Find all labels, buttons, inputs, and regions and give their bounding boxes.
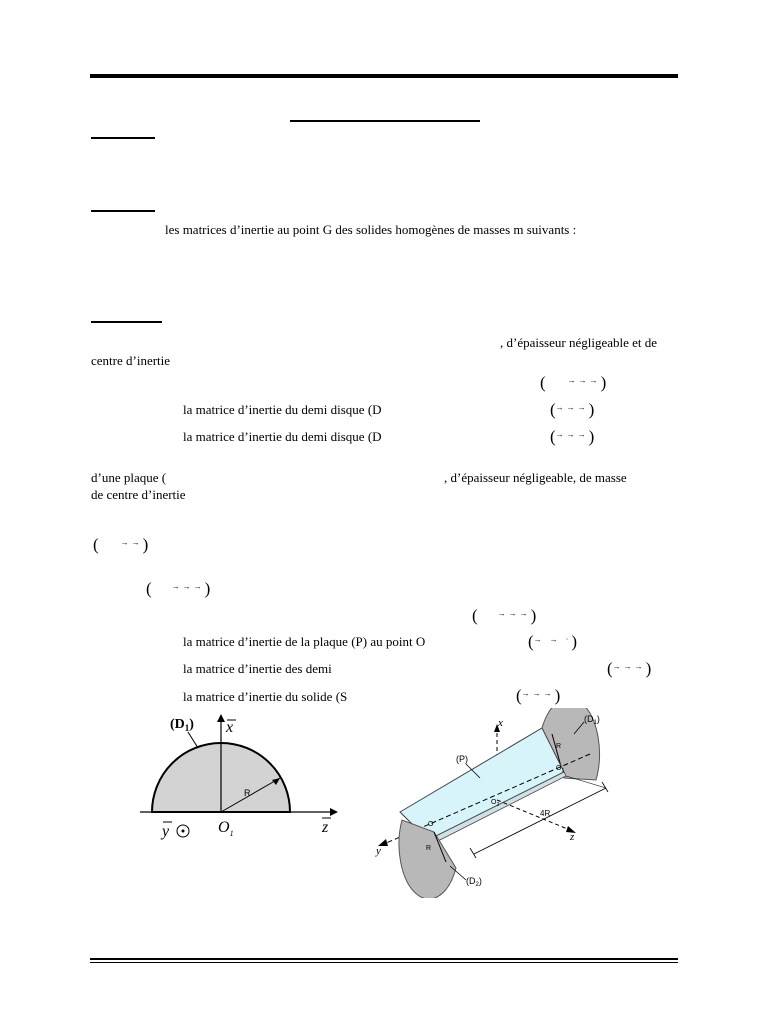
text-line-centre: centre d’inertie	[91, 353, 171, 368]
figure-half-disk	[140, 708, 360, 848]
basis-bracket-7: (→ → ·)	[528, 632, 578, 651]
figure-solid-3d	[370, 708, 630, 898]
z-axis-arrowhead	[330, 808, 338, 816]
z-axis-label: z	[570, 831, 575, 843]
text-line-solide: la matrice d’inertie du solide (S	[183, 689, 348, 704]
y-axis-label: y	[162, 823, 170, 840]
text-line-demi-disque-2: la matrice d’inertie du demi disque (D	[183, 429, 382, 444]
d1-leader	[188, 732, 198, 748]
text-line-matrices: les matrices d’inertie au point G des solides homogènes de masses m suivants :	[165, 222, 577, 237]
text-line-demi-disque-1: la matrice d’inertie du demi disque (D	[183, 402, 382, 417]
title-underline	[290, 120, 480, 122]
d1-label: $(D_1)$	[584, 714, 600, 726]
section-underline-3	[91, 321, 162, 323]
basis-bracket-9: (→→→)	[516, 686, 561, 705]
length-label: 4R	[540, 809, 551, 818]
text-line-centre-2: de centre d’inertie	[91, 487, 186, 502]
plate-p-label: (P)	[456, 754, 468, 764]
basis-bracket-5: ( →→→)	[146, 579, 211, 598]
length-dimension-tick-left	[470, 848, 476, 858]
origin-label: $O_1$	[218, 819, 234, 838]
x-axis-arrowhead	[217, 714, 225, 722]
basis-bracket-6: ( →→→)	[472, 606, 537, 625]
text-line-plaque-matrice: la matrice d’inertie de la plaque (P) au point O	[183, 634, 426, 649]
basis-bracket-2: (→→→)	[550, 400, 595, 419]
d2-radius-label: R	[426, 845, 432, 852]
text-line-epaisseur: , d’épaisseur négligeable et de	[500, 335, 658, 350]
o1-label: $O_1$	[556, 765, 565, 774]
top-rule	[90, 74, 678, 78]
d2-label: $(D_2)$	[466, 876, 482, 888]
x-axis-label: x	[498, 717, 503, 729]
z-axis-label: z	[322, 819, 329, 836]
y-axis-out-of-page-dot	[182, 830, 185, 833]
basis-bracket-1: ( →→→)	[540, 373, 607, 392]
bottom-rule-thin	[90, 962, 678, 963]
text-line-plaque: d’une plaque (	[91, 470, 167, 485]
radius-label: R	[244, 788, 251, 798]
basis-bracket-8: (→→→)	[607, 659, 652, 678]
bottom-rule-thick	[90, 958, 678, 960]
text-line-masse: , d’épaisseur négligeable, de masse	[444, 470, 627, 485]
d1-radius-label: R	[556, 743, 562, 750]
y-axis-label: y	[376, 845, 381, 857]
o2-label: $O_2$	[491, 799, 500, 808]
x-axis-label: x	[226, 719, 234, 736]
d1-label: $(D_1)$	[170, 717, 194, 733]
section-underline-2	[91, 210, 155, 212]
basis-bracket-4: ( →→)	[93, 535, 149, 554]
text-line-demi-disques: la matrice d’inertie des demi	[183, 661, 332, 676]
section-underline-1	[91, 137, 155, 139]
o-label: O	[428, 821, 434, 828]
basis-bracket-3: (→→→)	[550, 427, 595, 446]
